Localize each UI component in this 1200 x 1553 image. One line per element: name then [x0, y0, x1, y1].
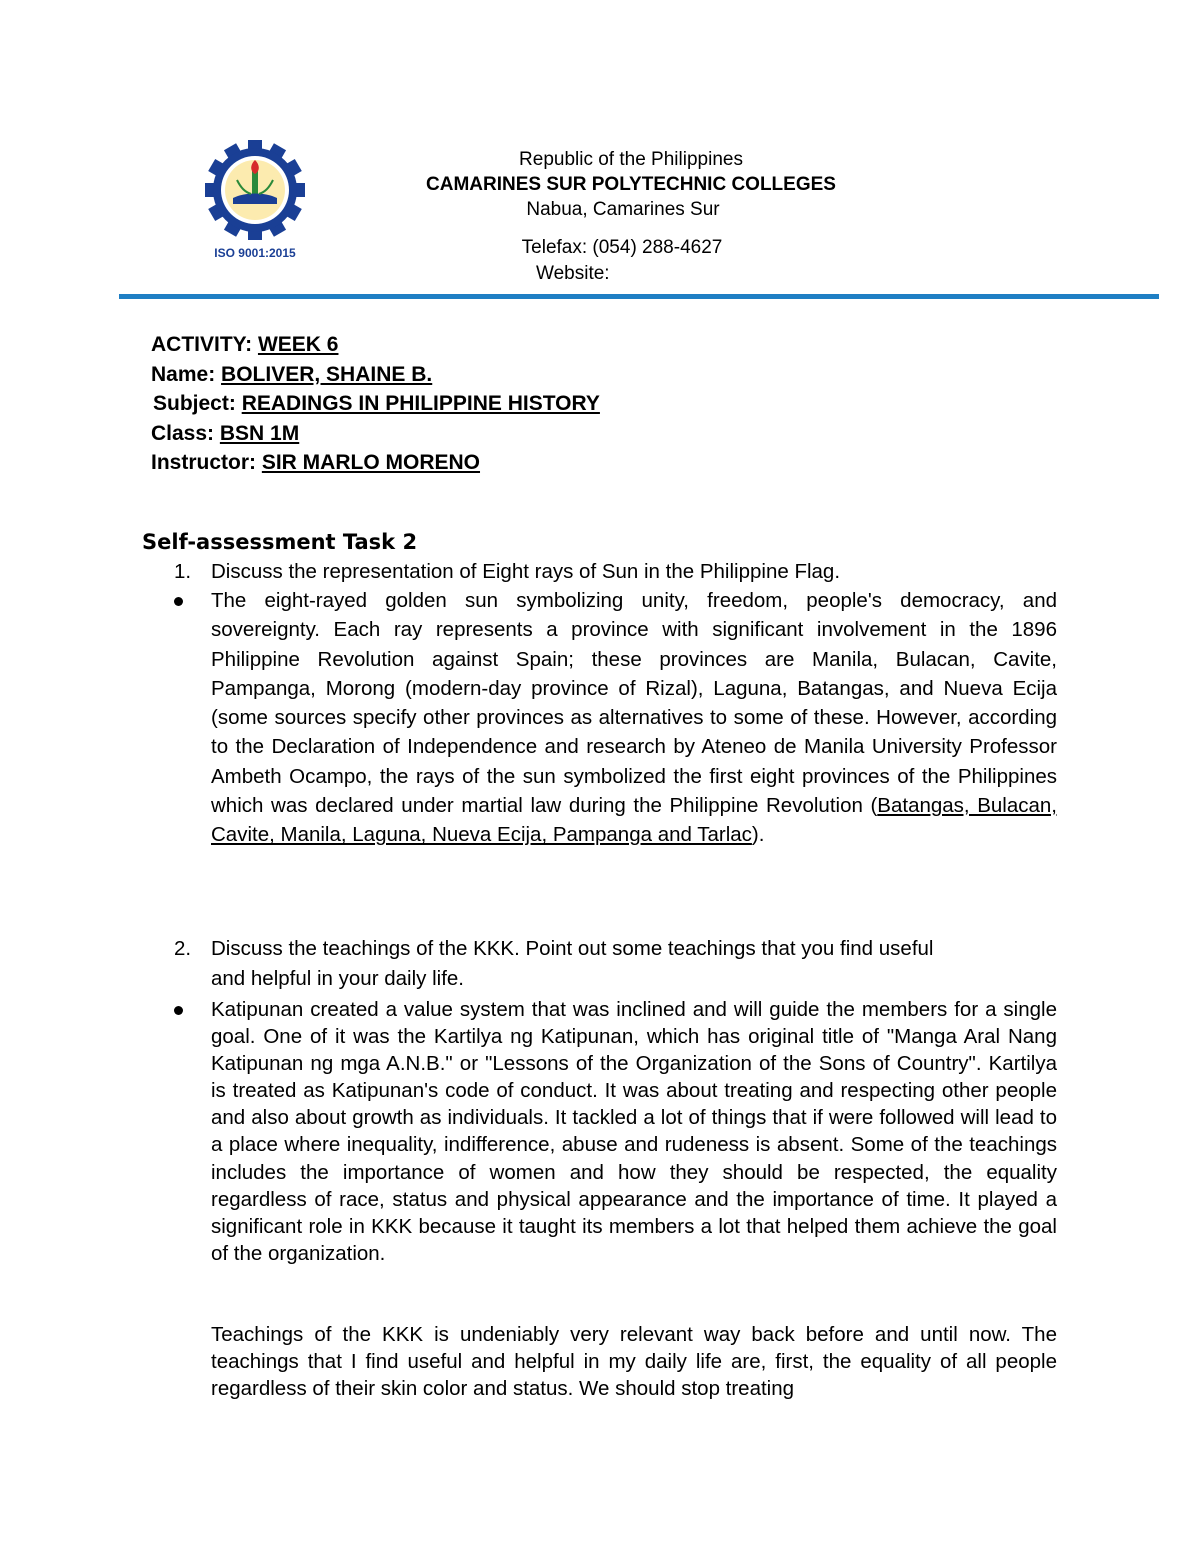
- header-telefax: Telefax: (054) 288-4627: [521, 237, 723, 258]
- class-row: [151, 419, 600, 449]
- class-label: Class:: [151, 421, 220, 445]
- task-title: Self-assessment Task 2: [142, 530, 418, 554]
- question-2-line-1: Discuss the teachings of the KKK. Point out some teachings that you find useful: [211, 937, 934, 960]
- header-college-name: CAMARINES SUR POLYTECHNIC COLLEGES: [426, 174, 836, 195]
- subject-label: Subject:: [153, 392, 242, 416]
- answer-1: [211, 586, 1057, 850]
- name-label: Name:: [151, 362, 222, 386]
- question-1-text: Discuss the representation of Eight rays of Sun in the Philippine Flag.: [211, 560, 841, 583]
- activity-row: [151, 330, 600, 360]
- header-republic: Republic of the Philippines: [519, 149, 743, 170]
- bullet-icon: [174, 597, 183, 606]
- subject-value: READINGS IN PHILIPPINE HISTORY: [241, 392, 600, 416]
- question-2-number: 2.: [174, 937, 192, 960]
- header-location: Nabua, Camarines Sur: [526, 199, 720, 220]
- class-value: BSN 1M: [219, 421, 300, 445]
- student-info: [151, 330, 600, 478]
- answer-2: Katipunan created a value system that was inclined and will guide the members for a single goal. One of it was the Kartilya ng Katipunan, which has original title of "Manga Aral Nang Katipunan ng mga A.N.B." or "Lessons of the Organization of the Sons of Country". Kartilya is treated as Katipunan's code of conduct. It was about treating and respecting other people and also about growth as individuals. It tackled a lot of things that if were followed will lead to a place where inequality, indifference, abuse and rudeness is absent. Some of the teachings includes the importance of women and how they should be respected, the equality regardless of race, status and physical appearance and the importance of time. It played a significant role in KKK because it taught its members a lot that helped them achieve the goal of the organization.: [211, 998, 1057, 1265]
- question-1-number: 1.: [174, 560, 192, 583]
- header-divider: [119, 294, 1159, 299]
- svg-text:ISO 9001:2015: ISO 9001:2015: [214, 246, 296, 260]
- instructor-label: Instructor:: [151, 451, 262, 475]
- answer-1-text: The eight-rayed golden sun symbolizing unity, freedom, people's democracy, and sovereignty. Each ray represents a province with significant involvement in the 1896 Philippine Revolution against Spain; these provinces are Manila, Bulacan, Cavite, Pampanga, Morong (modern-day province of Rizal), Laguna, Batangas, and Nueva Ecija (some sources specify other provinces as alternatives to some of these. However, according to the Declaration of Independence and research by Ateneo de Manila University Professor Ambeth Ocampo, the rays of the sun symbolized the first eight provinces of the Philippines which was declared under martial law during the Philippine Revolution (: [211, 589, 1057, 818]
- answer-2-paragraph-2: Teachings of the KKK is undeniably very relevant way back before and until now. The teachings that I find useful and helpful in my daily life are, first, the equality of all people regardless of their skin color and status. We should stop treating: [211, 1323, 1057, 1401]
- answer-1-provinces: Batangas, Bulacan, Cavite, Manila, Laguna, Nueva Ecija, Pampanga and Tarlac: [211, 794, 1057, 847]
- activity-label: ACTIVITY:: [151, 333, 258, 356]
- subject-row: [153, 389, 600, 419]
- answer-1-end: ).: [751, 823, 765, 847]
- name-row: [151, 360, 600, 390]
- activity-value: WEEK 6: [257, 333, 339, 356]
- header-website: Website:: [536, 263, 610, 284]
- instructor-row: [151, 448, 600, 478]
- question-2-line-2: and helpful in your daily life.: [211, 967, 464, 990]
- instructor-value: SIR MARLO MORENO: [261, 451, 481, 475]
- name-value: BOLIVER, SHAINE B.: [221, 362, 433, 386]
- bullet-icon: [174, 1006, 183, 1015]
